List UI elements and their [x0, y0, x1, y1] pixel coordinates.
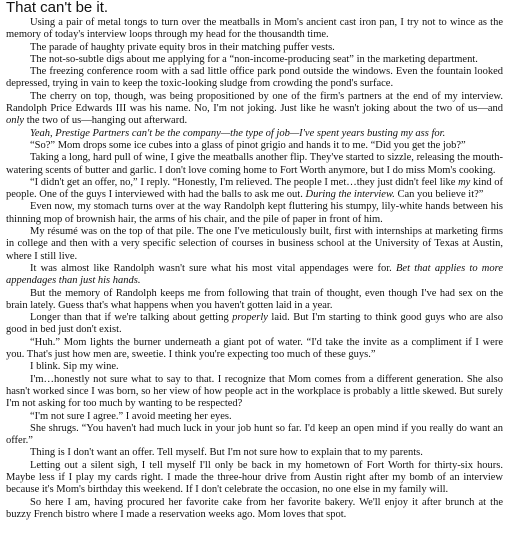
paragraph — [6, 312, 503, 337]
italic-text-run: Yeah, Prestige Partners can't be the company—the type of job—I've spent years busting my ass for. — [30, 127, 446, 139]
body-text — [6, 17, 503, 521]
paragraph — [6, 17, 503, 42]
text-run: The freezing conference room with a sad little office park pond outside the windows. Even the fountain looked depressed, trying in vain to keep the toxic-looking sludge from crowding the pond's surface. — [6, 66, 503, 90]
text-run: It was almost like Randolph wasn't sure what his most vital appendages were for. — [30, 262, 397, 274]
paragraph — [6, 374, 503, 411]
text-run: But the memory of Randolph keeps me from following that train of thought, even though I've had sex on the brain lately. Guess that's what happens when you haven't gotten laid in a year. — [6, 287, 503, 311]
text-run: Using a pair of metal tongs to turn over the meatballs in Mom's ancient cast iron pan, I try not to wince as the memory of today's interview loops through my head for the thousandth time. — [6, 17, 503, 41]
paragraph — [6, 42, 503, 54]
text-run: Even now, my stomach turns over at the way Randolph kept fluttering his stumpy, lily-white hands between his thinning mop of brownish hair, the arms of his chair, and the pile of paper in front of him. — [6, 201, 503, 225]
paragraph — [6, 411, 503, 423]
paragraph — [6, 460, 503, 497]
text-run: The parade of haughty private equity bros in their matching puffer vests. — [30, 41, 335, 53]
paragraph — [6, 54, 503, 66]
text-run: The cherry on top, though, was being propositioned by one of the firm's partners at the end of my interview. Randolph Price Edwards III was his name. No, I'm not joking. Just like he wasn't joking about the two of us—and — [6, 90, 503, 115]
text-run: “So?” Mom drops some ice cubes into a glass of pinot grigio and hands it to me. “Did you get the job?” — [30, 139, 466, 151]
text-run: “I didn't get an offer, no,” I reply. “Honestly, I'm relieved. The people I met…they just didn't feel like — [30, 176, 459, 188]
text-run: the two of us—hanging out afterward. — [24, 115, 188, 127]
text-run: So here I am, having procured her favorite cake from her favorite bakery. We'll enjoy it after brunch at the buzzy French bistro where I made a reservation weeks ago. Mom loves that spot. — [6, 496, 503, 520]
chapter-opening-heading: That can't be it. — [6, 0, 109, 16]
paragraph — [6, 423, 503, 448]
text-run: Letting out a silent sigh, I tell myself I'll only be back in my hometown of Fort Worth for thirty-six hours. Maybe less if I play my cards right. I made the three-hour drive from Austin right after my bomb of an interview because it's Mom's birthday this weekend. If I don't celebrate the occasion, no one else in my family will. — [6, 459, 503, 496]
italic-text-run: properly — [232, 312, 268, 324]
paragraph — [6, 66, 503, 91]
paragraph — [6, 288, 503, 313]
paragraph — [6, 337, 503, 362]
paragraph — [6, 91, 503, 128]
paragraph — [6, 361, 503, 373]
italic-text-run: my — [458, 176, 471, 188]
text-run: laid. But I'm starting to think good guys who are also good in bed just don't exist. — [6, 312, 503, 336]
paragraph — [6, 177, 503, 202]
text-run: The not-so-subtle digs about me applying for a “non-income-producing seat” in the marketing department. — [30, 53, 478, 65]
paragraph — [6, 152, 503, 177]
text-run: “I'm not sure I agree.” I avoid meeting her eyes. — [30, 410, 232, 422]
paragraph — [6, 263, 503, 288]
italic-text-run: only — [6, 115, 25, 127]
paragraph — [6, 140, 503, 152]
text-run: Can you believe it?” — [394, 189, 484, 201]
paragraph — [6, 447, 503, 459]
paragraph — [6, 201, 503, 226]
italic-text-run: Bet that applies to more appendages than just his hands. — [6, 262, 503, 287]
paragraph — [6, 128, 503, 140]
text-run: Thing is I don't want an offer. Tell myself. But I'm not sure how to explain that to my parents. — [30, 447, 423, 459]
paragraph — [6, 497, 503, 522]
italic-text-run: During the interview. — [305, 189, 395, 201]
text-run: My résumé was on the top of that pile. The one I've meticulously built, first with internships at marketing firms in college and then with a very specific selection of courses in business school at the University of Texas at Austin, where I still live. — [6, 226, 503, 262]
text-run: Taking a long, hard pull of wine, I give the meatballs another flip. They've started to sizzle, releasing the mouth-watering scents of butter and garlic. I don't love coming home to Fort Worth anymore, but I do miss Mom's cooking. — [6, 152, 503, 176]
text-run: She shrugs. “You haven't had much luck in your job hunt so far. I'd keep an open mind if you really do want an offer.” — [6, 422, 503, 447]
text-run: I blink. Sip my wine. — [30, 361, 119, 373]
text-run: Longer than that if we're talking about getting — [30, 312, 233, 324]
text-run: “Huh.” Mom lights the burner underneath a giant pot of water. “I'd take the invite as a compliment if I were you. That's just how men are, sweetie. I think you're expecting too much of these guys.” — [6, 336, 503, 361]
text-run: kind of people. One of the guys I interviewed with had the balls to ask me out. — [6, 176, 503, 201]
text-run: I'm…honestly not sure what to say to that. I recognize that Mom comes from a different generation. She also hasn't worked since I was born, so her view of how people act in the workplace is probably a little skewed. But surely I'm not asking for too much by wanting to be respected? — [6, 373, 503, 410]
paragraph — [6, 226, 503, 263]
